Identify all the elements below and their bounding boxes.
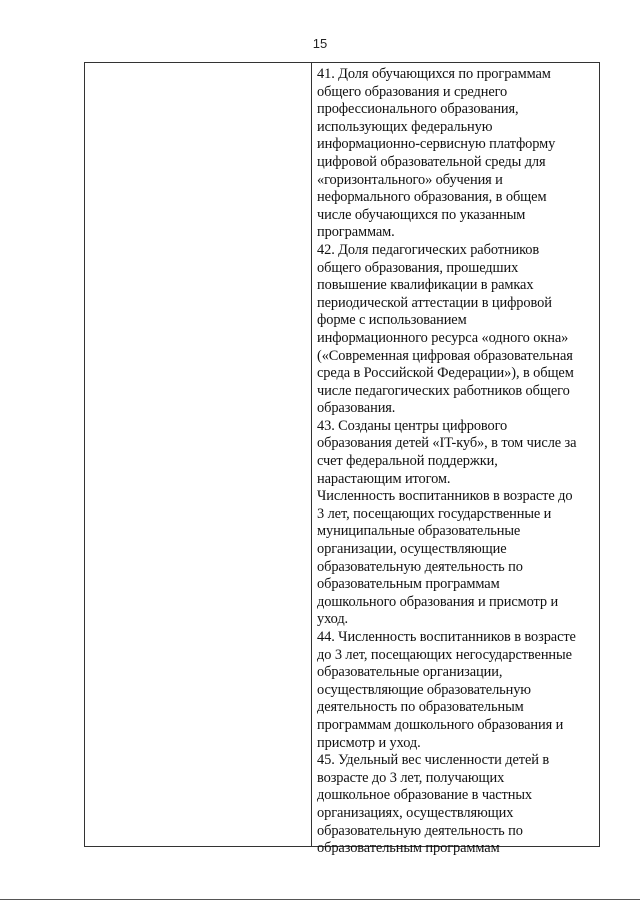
text-line: «горизонтального» обучения и bbox=[317, 171, 503, 188]
text-line: неформального образования, в общем bbox=[317, 189, 547, 206]
text-line: периодической аттестации в цифровой bbox=[317, 294, 552, 311]
text-line: образовательным программам bbox=[317, 840, 500, 857]
text-line: дошкольное образование в частных bbox=[317, 787, 532, 804]
text-line: образовательную деятельность по bbox=[317, 822, 523, 839]
text-line: муниципальные образовательные bbox=[317, 523, 521, 540]
table-left-column-empty bbox=[85, 63, 311, 846]
text-line: («Современная цифровая образовательная bbox=[317, 347, 573, 364]
text-line: среда в Российской Федерации»), в общем bbox=[317, 365, 574, 382]
page-bottom-rule bbox=[0, 899, 640, 900]
text-line: общего образования и среднего bbox=[317, 83, 508, 100]
document-table bbox=[84, 62, 600, 857]
text-line: присмотр и уход. bbox=[317, 734, 421, 751]
text-line: 41. Доля обучающихся по программам bbox=[317, 66, 551, 82]
text-line: 42. Доля педагогических работников bbox=[317, 241, 540, 258]
table-column-divider bbox=[311, 63, 312, 846]
text-line: осуществляющие образовательную bbox=[317, 681, 531, 698]
text-line: до 3 лет, посещающих негосударственные bbox=[317, 646, 572, 663]
text-line: образовательные организации, bbox=[317, 664, 503, 681]
text-line: цифровой образовательной среды для bbox=[317, 153, 546, 170]
table-right-column bbox=[317, 66, 597, 857]
text-line: числе обучающихся по указанным bbox=[317, 206, 526, 223]
text-line: образовательным программам bbox=[317, 576, 500, 593]
page-number: 15 bbox=[312, 36, 328, 51]
text-line: числе педагогических работников общего bbox=[317, 382, 570, 399]
text-line: деятельность по образовательным bbox=[317, 699, 524, 716]
text-line: программам дошкольного образования и bbox=[317, 716, 564, 733]
text-line: уход. bbox=[317, 611, 349, 628]
text-line: 43. Созданы центры цифрового bbox=[317, 417, 508, 434]
text-line: 44. Численность воспитанников в возрасте bbox=[317, 629, 576, 645]
text-line: Численность воспитанников в возрасте до bbox=[317, 488, 573, 505]
text-line: повышение квалификации в рамках bbox=[317, 277, 534, 294]
text-line: программам. bbox=[317, 224, 395, 241]
text-line: форме с использованием bbox=[317, 312, 467, 329]
text-line: информационно-сервисную платформу bbox=[317, 136, 556, 153]
text-line: профессионального образования, bbox=[317, 101, 519, 118]
text-line: общего образования, прошедших bbox=[317, 259, 519, 276]
text-line: информационного ресурса «одного окна» bbox=[317, 329, 569, 346]
text-line: образования. bbox=[317, 400, 396, 417]
text-line: счет федеральной поддержки, bbox=[317, 453, 498, 470]
text-line: организации, осуществляющие bbox=[317, 541, 507, 558]
text-line: организациях, осуществляющих bbox=[317, 804, 514, 821]
text-line: возрасте до 3 лет, получающих bbox=[317, 769, 505, 786]
text-line: образовательную деятельность по bbox=[317, 558, 523, 575]
text-line: нарастающим итогом. bbox=[317, 470, 451, 487]
text-line: 3 лет, посещающих государственные и bbox=[317, 505, 552, 522]
text-line: образования детей «IT-куб», в том числе за bbox=[317, 435, 577, 452]
text-line: дошкольного образования и присмотр и bbox=[317, 593, 559, 610]
text-line: использующих федеральную bbox=[317, 118, 493, 135]
text-line: 45. Удельный вес численности детей в bbox=[317, 752, 550, 769]
